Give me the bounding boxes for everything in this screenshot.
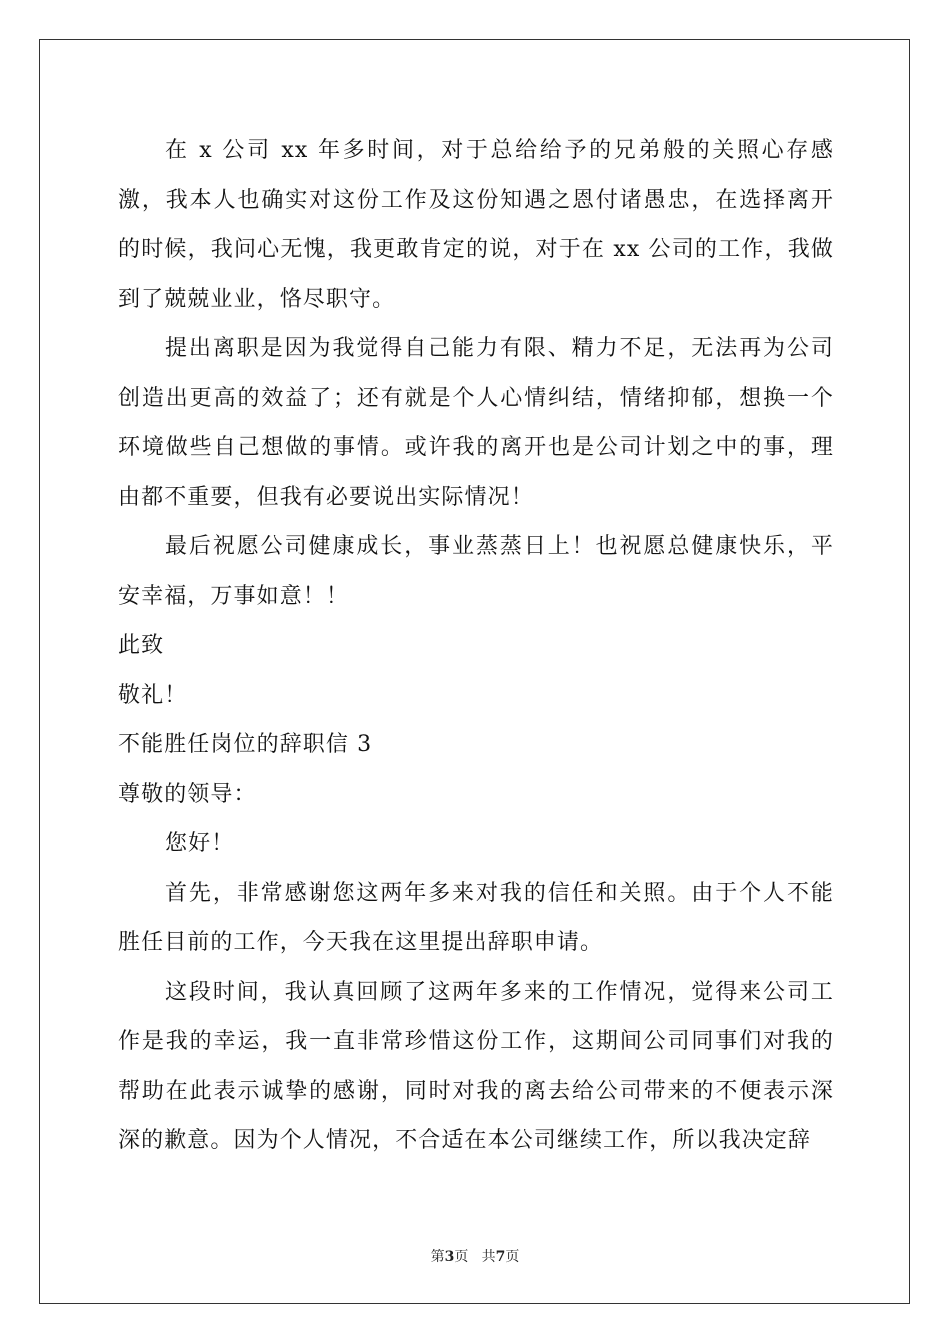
letter-hello: 您好！	[165, 831, 235, 856]
closing-regards: 敬礼！	[118, 682, 188, 708]
paragraph-4: 首先，非常感谢您这两年多来对我的信任和关照。由于个人不能胜任目前的工作，今天我在这里提出辞职申请。	[118, 880, 834, 955]
closing-salutation: 此致	[118, 633, 165, 658]
paragraph-5: 这段时间，我认真回顾了这两年多来的工作情况，觉得来公司工作是我的幸运，我一直非常珍惜这份工作，这期间公司同事们对我的帮助在此表示诚挚的感谢，同时对我的离去给公司带来的不便表示深深的歉意。因为个人情况，不合适在本公司继续工作，所以我决定辞	[118, 979, 834, 1153]
page-unit: 页	[454, 1249, 469, 1265]
page-number-footer	[0, 1246, 950, 1266]
page-current: 3	[444, 1249, 455, 1265]
paragraph-3: 最后祝愿公司健康成长，事业蒸蒸日上！也祝愿总健康快乐，平安幸福，万事如意！！	[118, 534, 834, 609]
page-prefix: 第	[430, 1249, 445, 1265]
letter-greeting: 尊敬的领导：	[118, 781, 257, 807]
paragraph-1: 在 x 公司 xx 年多时间，对于总给给予的兄弟般的关照心存感激，我本人也确实对这份工作及这份知遇之恩付诸愚忠，在选择离开的时候，我问心无愧，我更敢肯定的说，对于在 xx 公司的工作，我做到了兢兢业业，恪尽职守。	[118, 138, 834, 312]
document-body	[118, 126, 834, 1166]
total-prefix: 共	[481, 1249, 496, 1265]
page-total: 7	[495, 1249, 506, 1265]
paragraph-2: 提出离职是因为我觉得自己能力有限、精力不足，无法再为公司创造出更高的效益了；还有就是个人心情纠结，情绪抑郁，想换一个环境做些自己想做的事情。或许我的离开也是公司计划之中的事，理由都不重要，但我有必要说出实际情况！	[118, 336, 834, 510]
letter-title: 不能胜任岗位的辞职信 3	[118, 732, 373, 757]
total-unit: 页	[505, 1249, 520, 1265]
